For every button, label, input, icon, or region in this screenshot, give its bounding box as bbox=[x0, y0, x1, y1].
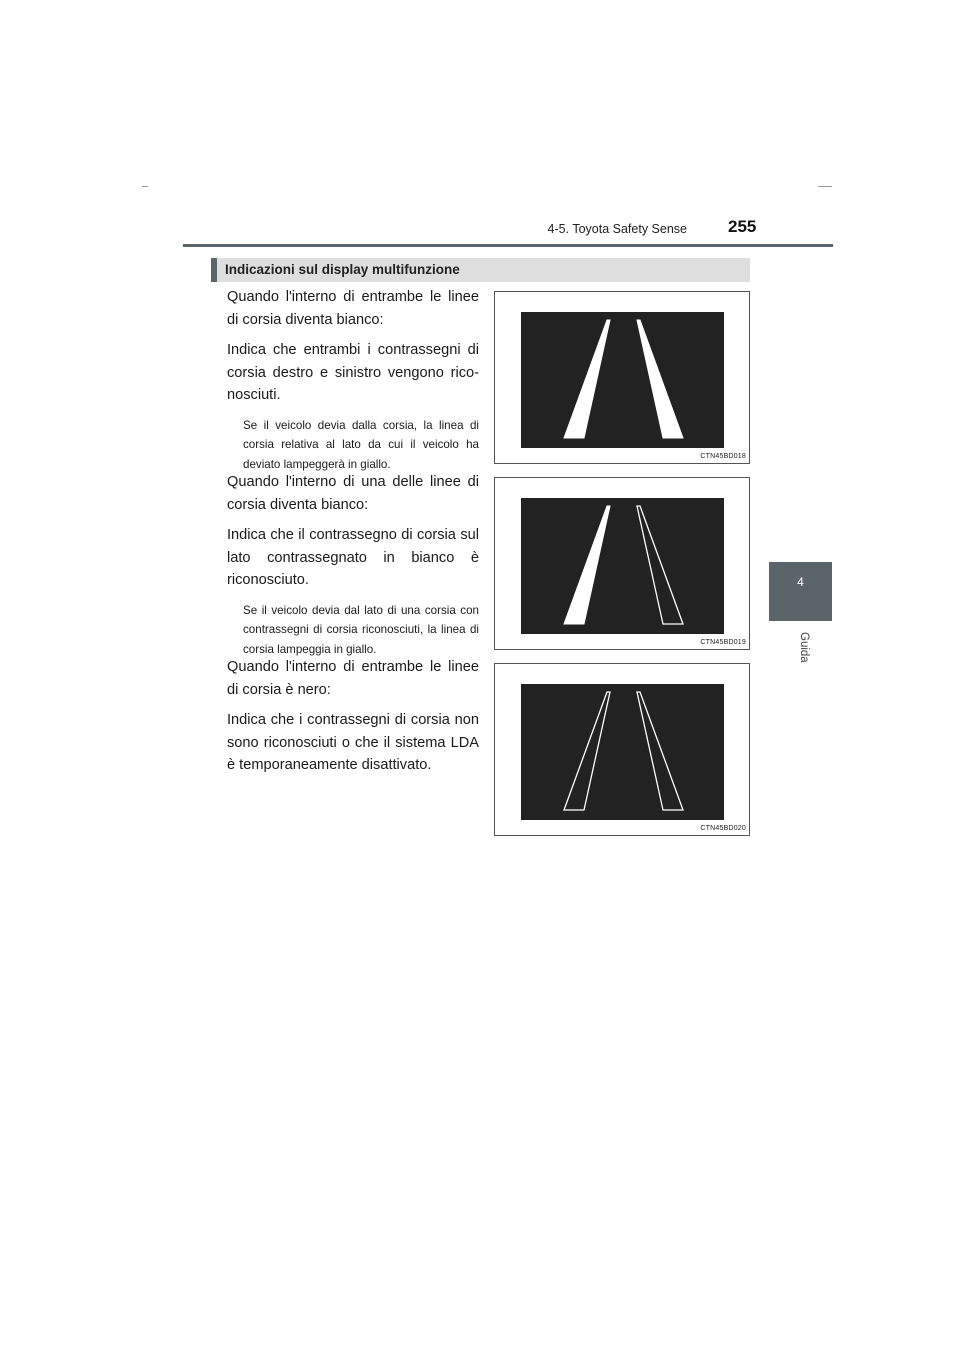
item-2-text bbox=[227, 471, 479, 659]
header-rule bbox=[183, 244, 833, 247]
item-1-text bbox=[227, 286, 479, 474]
figure-both-lanes-recognized bbox=[494, 291, 750, 464]
figure-code: CTN45BD019 bbox=[700, 639, 746, 646]
section-header-bar bbox=[211, 258, 217, 282]
section-header bbox=[211, 258, 750, 282]
figure-code: CTN45BD018 bbox=[700, 453, 746, 460]
section-title: Indicazioni sul display multifunzione bbox=[225, 262, 460, 277]
figure-one-lane-recognized bbox=[494, 477, 750, 650]
item-2-condition: Quando l'interno di una delle linee di corsia diventa bianco: bbox=[227, 474, 479, 513]
item-2-meaning: Indica che il contrassegno di corsia sul lato contrassegnato in bianco è riconosciuto. bbox=[227, 527, 479, 588]
figure-no-lane-recognized bbox=[494, 663, 750, 836]
item-1-meaning: Indica che entrambi i contrassegni di corsia destro e sinistro vengono rico-nosciuti. bbox=[227, 342, 479, 403]
figure-code: CTN45BD020 bbox=[700, 825, 746, 832]
running-header: 4-5. Toyota Safety Sense bbox=[547, 222, 687, 236]
crop-mark-right bbox=[818, 186, 832, 187]
display-background bbox=[521, 312, 724, 448]
crop-mark-left bbox=[142, 186, 148, 187]
lane-display-3 bbox=[521, 684, 724, 820]
display-background bbox=[521, 498, 724, 634]
chapter-label: Guida bbox=[798, 632, 810, 663]
item-3-meaning: Indica che i contrassegni di corsia non sono riconosciuti o che il sistema LDA è temporaneamente disattivato. bbox=[227, 712, 479, 773]
item-3-condition: Quando l'interno di entrambe le linee di corsia è nero: bbox=[227, 659, 479, 698]
item-3-text bbox=[227, 656, 479, 777]
item-1-condition: Quando l'interno di entrambe le linee di corsia diventa bianco: bbox=[227, 289, 479, 328]
chapter-tab: 4 bbox=[769, 562, 832, 621]
page-number: 255 bbox=[728, 217, 757, 236]
item-2-note: Se il veicolo devia dal lato di una corsia con contrassegni di corsia riconosciuti, la linea di corsia lampeggia in giallo. bbox=[243, 603, 479, 656]
display-background bbox=[521, 684, 724, 820]
item-1-note: Se il veicolo devia dalla corsia, la linea di corsia relativa al lato da cui il veicolo ha deviato lampeggerà in giallo. bbox=[243, 418, 479, 471]
lane-display-1 bbox=[521, 312, 724, 448]
lane-display-2 bbox=[521, 498, 724, 634]
